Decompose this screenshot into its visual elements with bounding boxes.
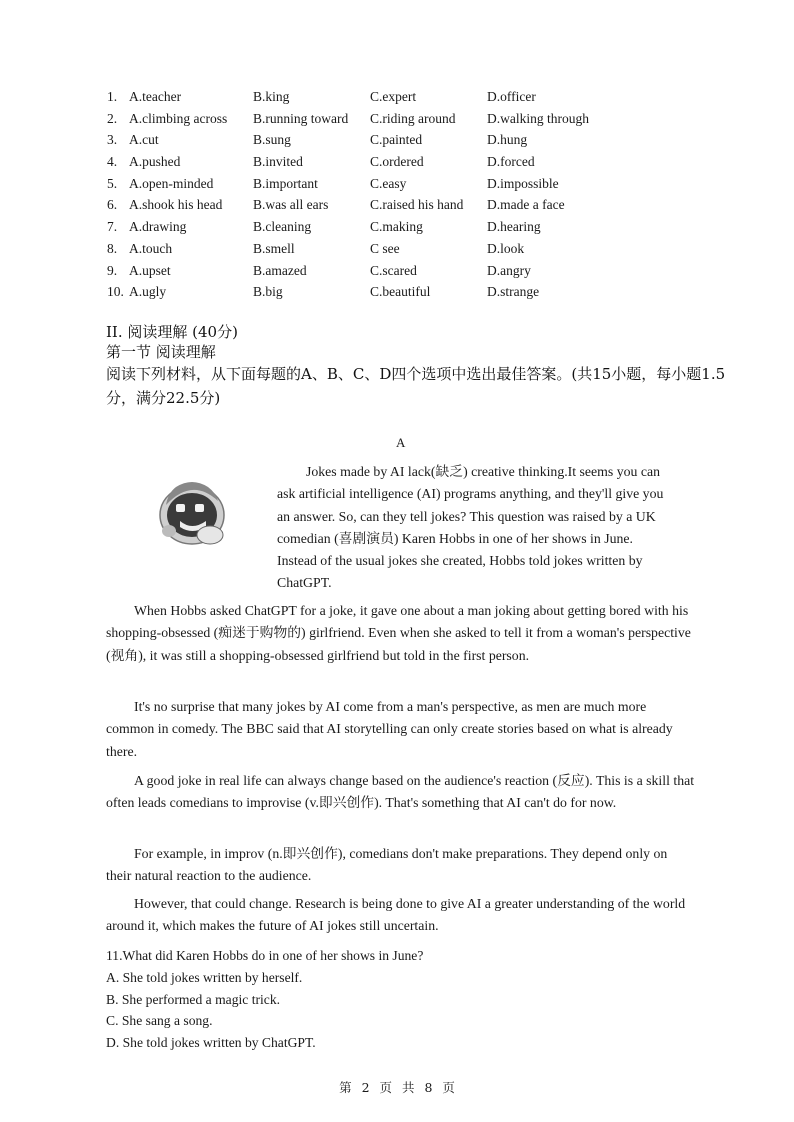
option-a: A.climbing across [129,110,228,126]
question-option-a: A. She told jokes written by herself. [106,969,303,985]
option-d: D.walking through [487,110,589,126]
robot-illustration [152,471,230,551]
passage-paragraph-2: When Hobbs asked ChatGPT for a joke, it gave one about a man joking about getting bored with his shopping-obsessed (痴迷于购物的) girlfriend. Even when she asked to tell it from a woman's perspective (视角), it was still a shopping-obsessed girlfriend but told in the first person. [106,603,691,663]
option-row-6 [107,194,747,216]
option-d: D.officer [487,89,536,104]
section-instructions: 阅读下列材料，从下面每题的A、B、C、D四个选项中选出最佳答案。(共15小题，每小题1.5分，满分22.5分) [106,365,726,407]
question-11 [106,945,696,1054]
option-number: 9. [107,262,118,278]
option-number: 3. [107,132,118,148]
option-b: B.amazed [253,262,307,278]
option-b: B.sung [253,132,291,148]
passage-paragraph-3: It's no surprise that many jokes by AI come from a man's perspective, as men are much more common in comedy. The BBC said that AI storytelling can only create stories based on what is already there. [106,699,673,759]
passage-paragraph-5: For example, in improv (n.即兴创作), comedians don't make preparations. They depend only on their natural reaction to the audience. [106,846,668,884]
option-row-9 [107,260,747,282]
option-d: D.angry [487,262,531,278]
passage-paragraph-6: However, that could change. Research is being done to give AI a greater understanding of the world around it, which makes the future of AI jokes still uncertain. [106,896,686,934]
option-a: A.drawing [129,219,187,235]
option-d: D.made a face [487,197,565,213]
passage-label: A [396,435,406,450]
option-b: B.was all ears [253,197,329,213]
option-c: C.riding around [370,110,456,126]
option-a: A.shook his head [129,197,223,213]
option-c: C.ordered [370,154,424,170]
section-subtitle: 第一节 阅读理解 [106,343,216,361]
question-option-c: C. She sang a song. [106,1013,213,1029]
option-a: A.open-minded [129,175,214,191]
option-c: C.painted [370,132,423,148]
option-a: A.pushed [129,154,181,170]
passage-intro: Jokes made by AI lack(缺乏) creative thinking.It seems you can ask artificial intelligence (AI) programs anything, and they'll give you an answer. So, can they tell jokes? This question was raised by a UK comedian (喜剧演员) Karen Hobbs in one of her shows in June. Instead of the usual jokes she created, Hobbs told jokes written by ChatGPT. [277,464,664,591]
option-d: D.impossible [487,175,559,191]
section-title: II. 阅读理解 (40分) [106,323,238,341]
option-c: C.expert [370,89,417,104]
passage-paragraph-4: A good joke in real life can always change based on the audience's reaction (反应). This is a skill that often leads comedians to improvise (v.即兴创作). That's something that AI can't do for now. [106,773,695,811]
option-c: C see [370,240,400,256]
option-b: B.king [253,89,290,104]
option-number: 2. [107,110,118,126]
option-row-3 [107,129,747,151]
option-d: D.strange [487,284,540,300]
option-row-5 [107,173,747,195]
option-b: B.big [253,284,283,300]
option-c: C.making [370,219,423,235]
option-number: 4. [107,154,118,170]
option-b: B.important [253,175,318,191]
question-option-d: D. She told jokes written by ChatGPT. [106,1035,316,1051]
option-a: A.ugly [129,284,167,300]
option-a: A.cut [129,132,159,148]
option-c: C.beautiful [370,284,431,300]
option-c: C.easy [370,175,407,191]
option-b: B.running toward [253,110,349,126]
page-footer: 第 2 页 共 8 页 [339,1080,455,1095]
option-row-7 [107,216,747,238]
option-d: D.look [487,240,525,256]
option-row-2 [107,108,747,130]
cloze-options [107,86,747,303]
option-b: B.invited [253,154,303,170]
option-a: A.teacher [129,89,182,104]
question-stem: 11.What did Karen Hobbs do in one of her shows in June? [106,948,424,963]
option-number: 1. [107,89,118,104]
option-c: C.raised his hand [370,197,464,213]
question-option-b: B. She performed a magic trick. [106,991,281,1007]
option-row-4 [107,151,747,173]
option-number: 7. [107,219,118,235]
option-row-1 [107,86,747,108]
option-c: C.scared [370,262,417,278]
option-number: 5. [107,175,118,191]
option-d: D.hung [487,132,528,148]
reading-section-header [106,322,726,410]
option-row-8 [107,238,747,260]
option-d: D.hearing [487,219,541,235]
option-b: B.cleaning [253,219,312,235]
option-d: D.forced [487,154,535,170]
option-number: 6. [107,197,118,213]
option-number: 8. [107,240,118,256]
option-b: B.smell [253,240,295,256]
option-row-10 [107,281,747,303]
option-number: 10. [107,284,124,300]
option-a: A.upset [129,262,171,278]
option-a: A.touch [129,240,173,256]
